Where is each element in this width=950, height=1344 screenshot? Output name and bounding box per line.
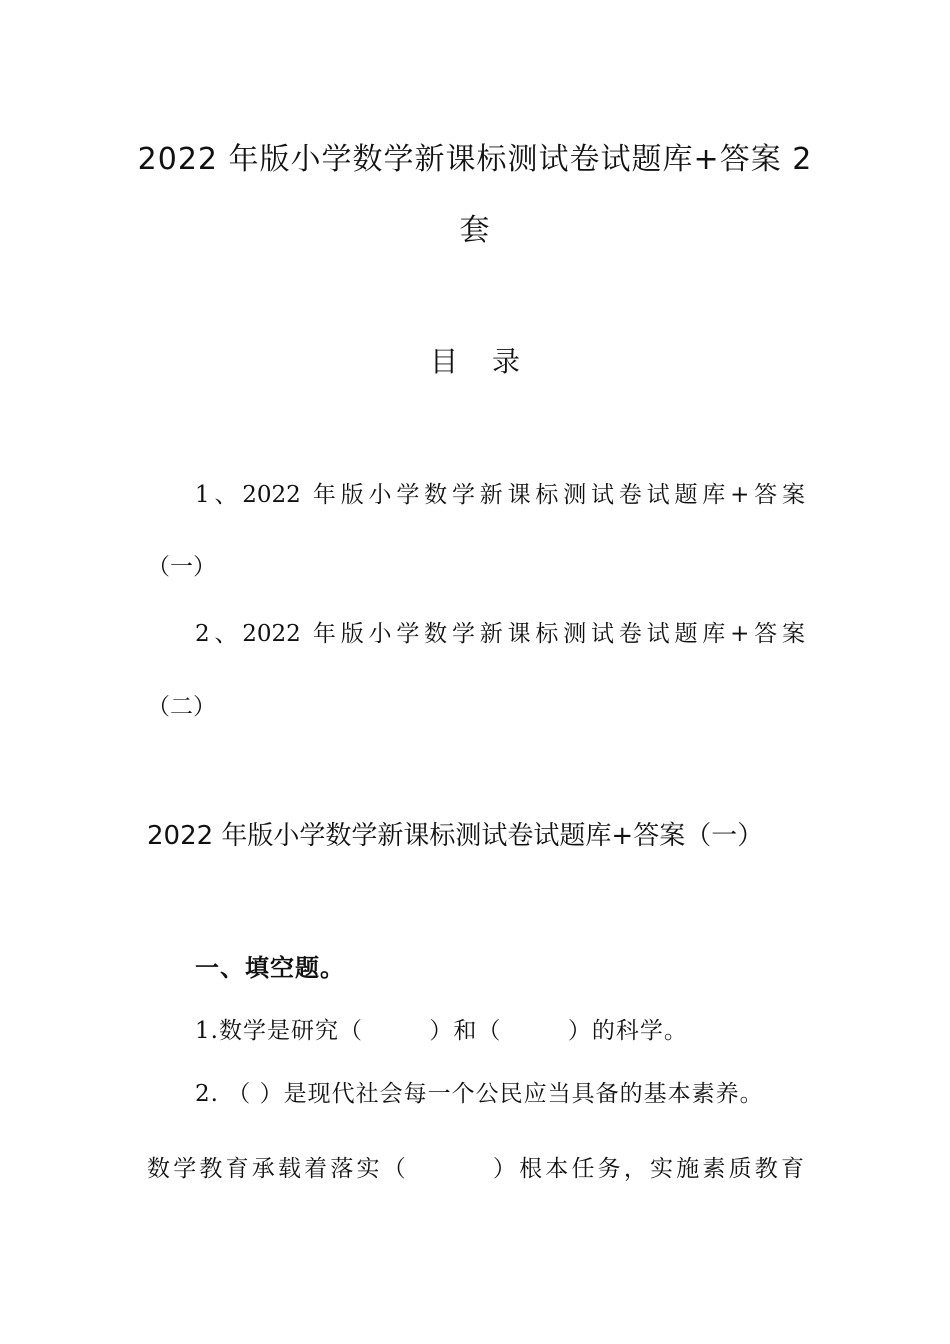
question-1: 1.数学是研究（ ）和（ ）的科学。 — [195, 1018, 688, 1044]
toc-entry-2[interactable]: 2、2022 年版小学数学新课标测试卷试题库+答案 — [195, 621, 805, 647]
toc-entry-1-continuation[interactable]: （一） — [147, 554, 216, 580]
question-2: 2. （ ）是现代社会每一个公民应当具备的基本素养。 — [195, 1081, 764, 1107]
document-title-line-1: 2022 年版小学数学新课标测试卷试题库+答案 2 — [137, 142, 813, 177]
toc-heading: 目录 — [429, 345, 554, 378]
question-2-continuation: 数学教育承载着落实（ ）根本任务，实施素质教育 — [147, 1156, 805, 1182]
toc-entry-2-continuation[interactable]: （二） — [147, 694, 216, 720]
document-title-line-2: 套 — [459, 213, 491, 248]
section-title: 2022 年版小学数学新课标测试卷试题库+答案（一） — [147, 821, 764, 851]
part-heading: 一、填空题。 — [195, 953, 345, 982]
toc-entry-1[interactable]: 1、2022 年版小学数学新课标测试卷试题库+答案 — [195, 482, 805, 508]
